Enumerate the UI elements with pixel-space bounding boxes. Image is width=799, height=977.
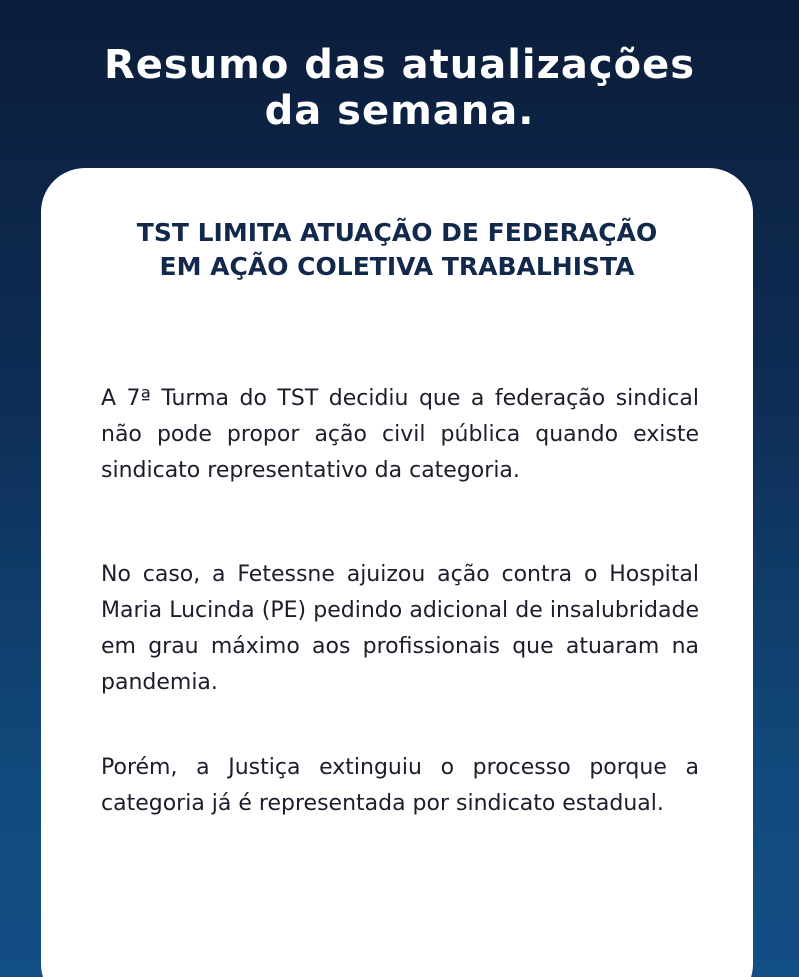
news-card: [41, 168, 753, 977]
article-paragraph-2: No caso, a Fetessne ajuizou ação contra o Hospital Maria Lucinda (PE) pedindo adicional de insalubridade em grau máximo aos profissionais que atuaram na pandemia.: [101, 562, 699, 695]
page-title: [0, 42, 799, 134]
page-title-line-2: da semana.: [264, 88, 535, 134]
article-paragraph-1: A 7ª Turma do TST decidiu que a federação sindical não pode propor ação civil pública quando existe sindicato representativo da categoria.: [101, 386, 699, 483]
article-paragraph-3: Porém, a Justiça extinguiu o processo porque a categoria já é representada por sindicato estadual.: [101, 755, 699, 816]
article-title-line-1: TST LIMITA ATUAÇÃO DE FEDERAÇÃO: [136, 218, 658, 247]
article-title-line-2: EM AÇÃO COLETIVA TRABALHISTA: [159, 252, 635, 281]
page-title-line-1: Resumo das atualizações: [103, 42, 696, 88]
article-title: [81, 216, 713, 284]
